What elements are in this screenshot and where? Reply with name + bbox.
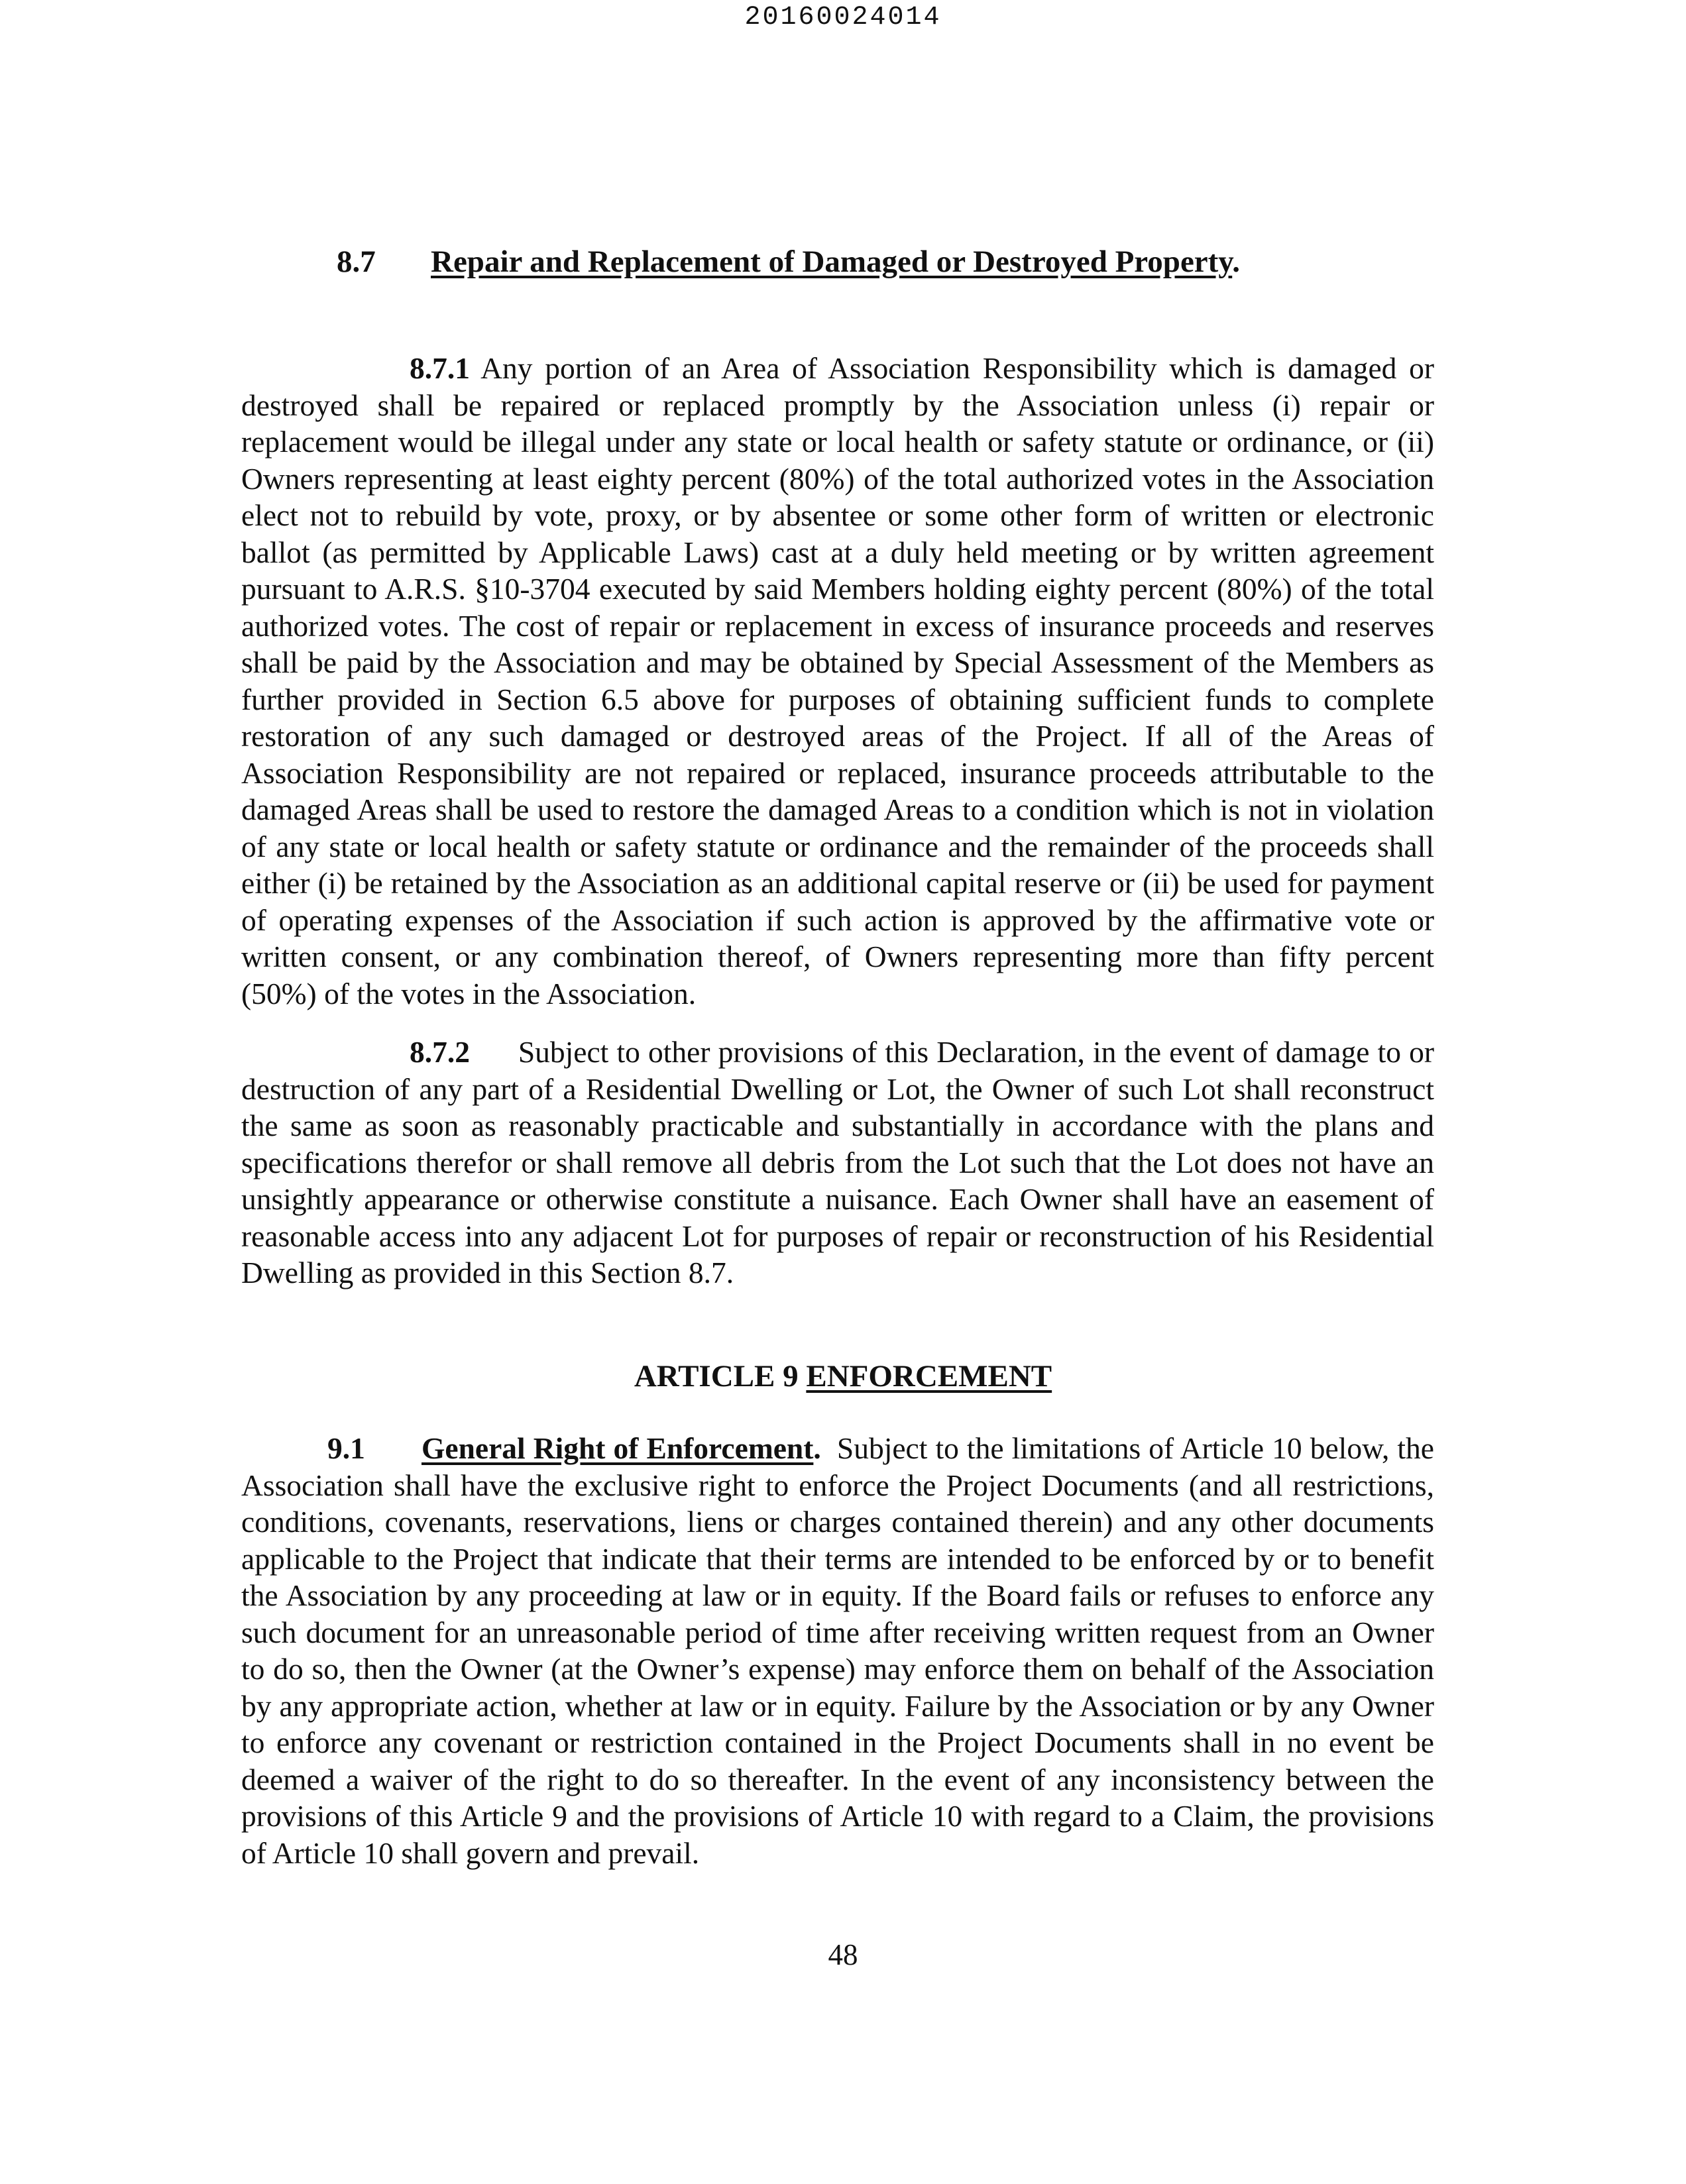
section-8-7-heading [337,244,1240,280]
section-8-7-1-number: 8.7.1 [410,351,470,385]
section-8-7-2-text: Subject to other provisions of this Declaration, in the event of damage to or destruction of any part of a Residential Dwelling or Lot, the Owner of such Lot shall reconstruct the same as soon as reasonably practicable and substantially in accordance with the plans and specifications therefor or shall remove all debris from the Lot such that the Lot does not have an unsightly appearance or otherwise constitute a nuisance. Each Owner shall have an easement of reasonable access into any adjacent Lot for purposes of repair or reconstruction of his Residential Dwelling as provided in this Section 8.7. [241,1035,1435,1289]
section-9-1-paragraph [241,1430,1434,1871]
section-8-7-1-paragraph [241,350,1434,1012]
section-8-7-title: Repair and Replacement of Damaged or Destroyed Property [431,245,1233,279]
section-9-1-title: General Right of Enforcement [422,1431,814,1465]
section-9-1-number: 9.1 [327,1431,365,1465]
section-9-1-title-punct: . [813,1431,821,1465]
section-8-7-2-paragraph [241,1034,1434,1291]
recording-number: 20160024014 [744,3,942,32]
page-number: 48 [828,1938,858,1971]
section-8-7-title-punct: . [1232,245,1240,279]
article-9-heading [0,1358,1686,1394]
section-8-7-1-text: Any portion of an Area of Association Responsibility which is damaged or destroyed shall be repaired or replaced promptly by the Association unless (i) repair or replacement would be illegal under any state or local health or safety statute or ordinance, or (ii) Owners representing at least eighty percent (80%) of the total authorized votes in the Association elect not to rebuild by vote, proxy, or by absentee or some other form of written or electronic ballot (as permitted by Applicable Laws) cast at a duly held meeting or by written agreement pursuant to A.R.S. §10-3704 executed by said Members holding eighty percent (80%) of the total authorized votes. The cost of repair or replacement in excess of insurance proceeds and reserves shall be paid by the Association and may be obtained by Special Assessment of the Members as further provided in Section 6.5 above for purposes of obtaining sufficient funds to complete restoration of any such damaged or destroyed areas of the Project. If all of the Areas of Association Responsibility are not repaired or replaced, insurance proceeds attributable to the damaged Areas shall be used to restore the damaged Areas to a condition which is not in violation of any state or local health or safety statute or ordinance and the remainder of the proceeds shall either (i) be retained by the Association as an additional capital reserve or (ii) be used for payment of operating expenses of the Association if such action is approved by the affirmative vote or written consent, or any combination thereof, of Owners representing more than fifty percent (50%) of the votes in the Association. [241,351,1434,1010]
section-8-7-number: 8.7 [337,245,376,279]
section-8-7-2-number: 8.7.2 [410,1035,470,1069]
section-9-1-text: Subject to the limitations of Article 10 below, the Association shall have the exclusive right to enforce the Project Documents (and all restrictions, conditions, covenants, reservations, liens or charges contained therein) and any other documents applicable to the Project that indicate that their terms are intended to be enforced by or to benefit the Association by any proceeding at law or in equity. If the Board fails or refuses to enforce any such document for an unreasonable period of time after receiving written request from an Owner to do so, then the Owner (at the Owner’s expense) may enforce them on behalf of the Association by any appropriate action, whether at law or in equity. Failure by the Association or by any Owner to enforce any covenant or restriction contained in the Project Documents shall in no event be deemed a waiver of the right to do so thereafter. In the event of any inconsistency between the provisions of this Article 9 and the provisions of Article 10 with regard to a Claim, the provisions of Article 10 shall govern and prevail. [241,1431,1435,1870]
article-9-title: ENFORCEMENT [806,1359,1052,1393]
article-9-label: ARTICLE 9 [634,1359,799,1393]
